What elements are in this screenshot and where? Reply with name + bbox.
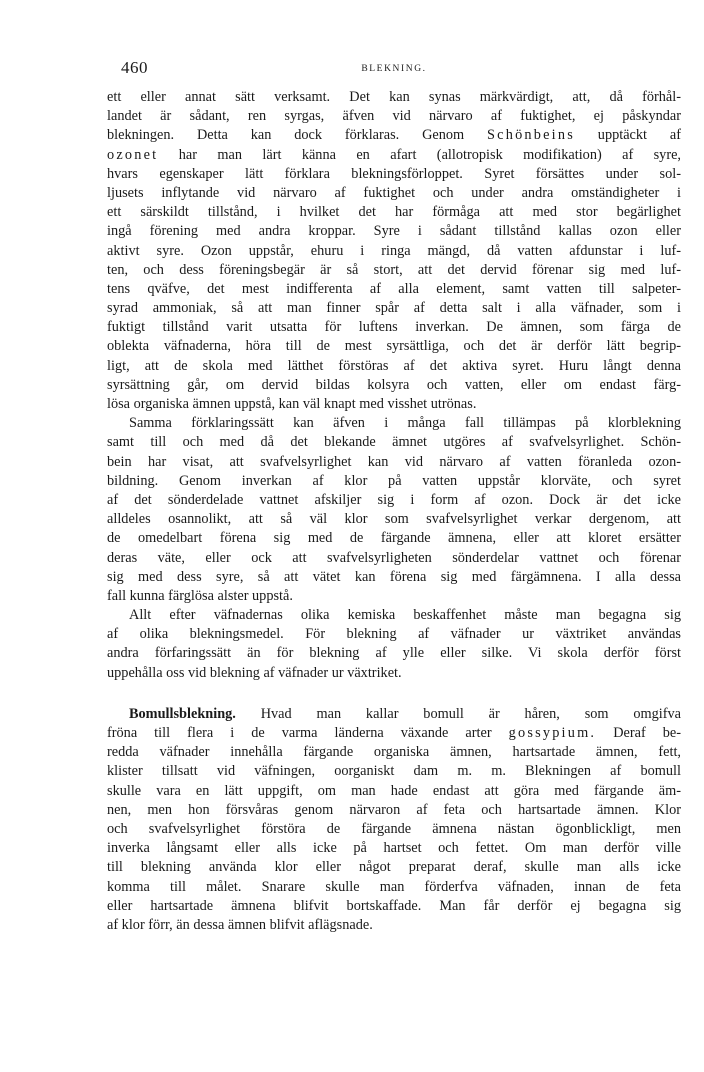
running-head: BLEKNING.: [361, 64, 427, 74]
text-line: fall kunna färglösa alster uppstå.: [107, 587, 293, 604]
text-fragment: har man lärt känna en afart (allotropisk modifikation) af syre,: [178, 146, 682, 163]
text-line: aktivt syre. Ozon uppstår, ehuru i ringa mängd, då vatten afdunstar i luf-: [107, 242, 681, 259]
text-line: uppehålla oss vid blekning af väfnader ur växtriket.: [107, 664, 402, 681]
section-heading: Bomullsblekning.: [129, 705, 236, 722]
text-line: skulle vara en lätt uppgift, om man hade endast att göra med färgande äm-: [107, 782, 681, 799]
text-line: andra förfaringssätt än för blekning af ylle eller silke. Vi skola derför först: [107, 645, 681, 662]
text-line: de omedelbart förena sig med de färgande ämnena, eller att kloret ersätter: [107, 530, 681, 547]
text-line: Allt efter väfnadernas olika kemiska beskaffenhet måste man begagna sig: [129, 607, 681, 624]
text-line: ett särskildt tillstånd, i hvilket det har förmåga att med stor begärlighet: [107, 204, 681, 221]
text-line: ligt, att de skola med lätthet förstöras af det aktiva syret. Huru långt denna: [107, 357, 681, 374]
text-line: hvars egenskaper lätt förklara blekningsförloppet. Syret försättes under sol-: [107, 165, 681, 182]
text-line: komma till målet. Snarare skulle man förderfva väfnaden, innan de feta: [107, 878, 681, 895]
text-line: bein har visat, att svafvelsyrlighet kan vid närvaro af vatten föranleda ozon-: [107, 453, 681, 470]
text-line: af klor förr, än dessa ämnen blifvit aflägsnade.: [107, 916, 373, 933]
section-gap: [107, 683, 681, 705]
text-line: [107, 705, 681, 724]
text-line: och svafvelsyrlighet förstöra de färgande ämnena nästan ögonblickligt, men: [107, 820, 681, 837]
text-line: eller hartsartade ämnena blifvit bortskaffade. Man får derför ej begagna sig: [107, 897, 681, 914]
text-line: [107, 724, 681, 743]
text-line: ett eller annat sätt verksamt. Det kan synas märkvärdigt, att, då förhål-: [107, 89, 681, 105]
body-text: [107, 88, 681, 935]
text-line: syrad ammoniak, så att man finner spår af detta salt i alla väfnader, som i: [107, 300, 681, 317]
page-header: [107, 58, 681, 80]
text-line: samt till och med då det blekande ämnet utgöres af svafvelsyrlighet. Schön-: [107, 434, 681, 451]
text-line: till blekning använda klor eller något preparat deraf, skulle man alls icke: [107, 859, 681, 876]
text-line: ten, och dess föreningsbegär är så stort, att det dervid förenar sig med luf-: [107, 261, 681, 278]
text-line: af det sönderdelade vattnet afskiljer sig i form af ozon. Dock är det icke: [107, 491, 681, 508]
text-line: [107, 126, 681, 145]
text-fragment: Deraf be-: [613, 725, 682, 741]
text-line: bildning. Genom inverkan af klor på vatten uppstår klorväte, och syret: [107, 472, 681, 489]
text-line: deras väte, eller ock att svafvelsyrligheten sönderdelar vattnet och förenar: [107, 549, 681, 566]
text-line: sig med dess syre, så att vätet kan förena sig med färgämnena. I alla dessa: [107, 568, 681, 585]
emphasized-term: ozonet: [107, 146, 159, 163]
text-line: Samma förklaringssätt kan äfven i många fall tillämpas på klorblekning: [129, 415, 681, 432]
text-line: lösa organiska ämnen uppstå, kan väl knapt med visshet utrönas.: [107, 396, 477, 412]
text-line: oblekta väfnaderna, höra till de mest syrsättliga, och det är derför lätt begrip-: [107, 338, 681, 355]
text-line: nen, men hon försvåras genom närvaron af feta och hartsartade ämnen. Klor: [107, 801, 681, 818]
text-fragment: Hvad man kallar bomull är håren, som omgifva: [260, 705, 681, 722]
text-line: syrsättning går, om dervid bildas kolsyra och vatten, eller om endast färg-: [107, 376, 681, 393]
emphasized-name: Schönbeins: [487, 127, 575, 144]
text-line: alldeles osannolikt, att så väl klor som svafvelsyrlighet verkar dergenom, att: [107, 511, 681, 528]
text-fragment: fröna till flera i de varma länderna växande arter: [107, 725, 492, 741]
text-line: [107, 146, 681, 165]
text-line: ingå förening med andra kroppar. Syre i sådant tillstånd kallas ozon eller: [107, 223, 681, 240]
text-line: ljusets inflytande vid närvaro af fuktighet och under andra omständigheter i: [107, 184, 681, 201]
text-fragment: blekningen. Detta kan dock förklaras. Genom: [107, 127, 465, 144]
text-line: inverka långsamt eller alls icke på hartset och fettet. Om man derför ville: [107, 840, 681, 857]
text-line: af olika blekningsmedel. För blekning af väfnader ur växtriket användas: [107, 626, 681, 643]
text-line: klister tillsatt vid väfningen, oorganiskt dam m. m. Blekningen af bomull: [107, 763, 681, 780]
emphasized-term: gossypium.: [508, 725, 597, 741]
text-line: redda väfnader innehålla färgande organiska ämnen, hartsartade ämnen, fett,: [107, 744, 681, 761]
text-line: tens qväfve, det mest indifferenta af alla element, samt vatten till salpeter-: [107, 280, 681, 297]
page-number: 460: [121, 58, 148, 77]
text-line: landet är sådant, ren syrgas, äfven vid närvaro af fuktighet, ej påskyndar: [107, 108, 681, 125]
text-line: fuktigt tillstånd varit utsatta för luftens inverkan. De ämnen, som färga de: [107, 319, 681, 336]
text-fragment: upptäckt af: [597, 127, 681, 144]
